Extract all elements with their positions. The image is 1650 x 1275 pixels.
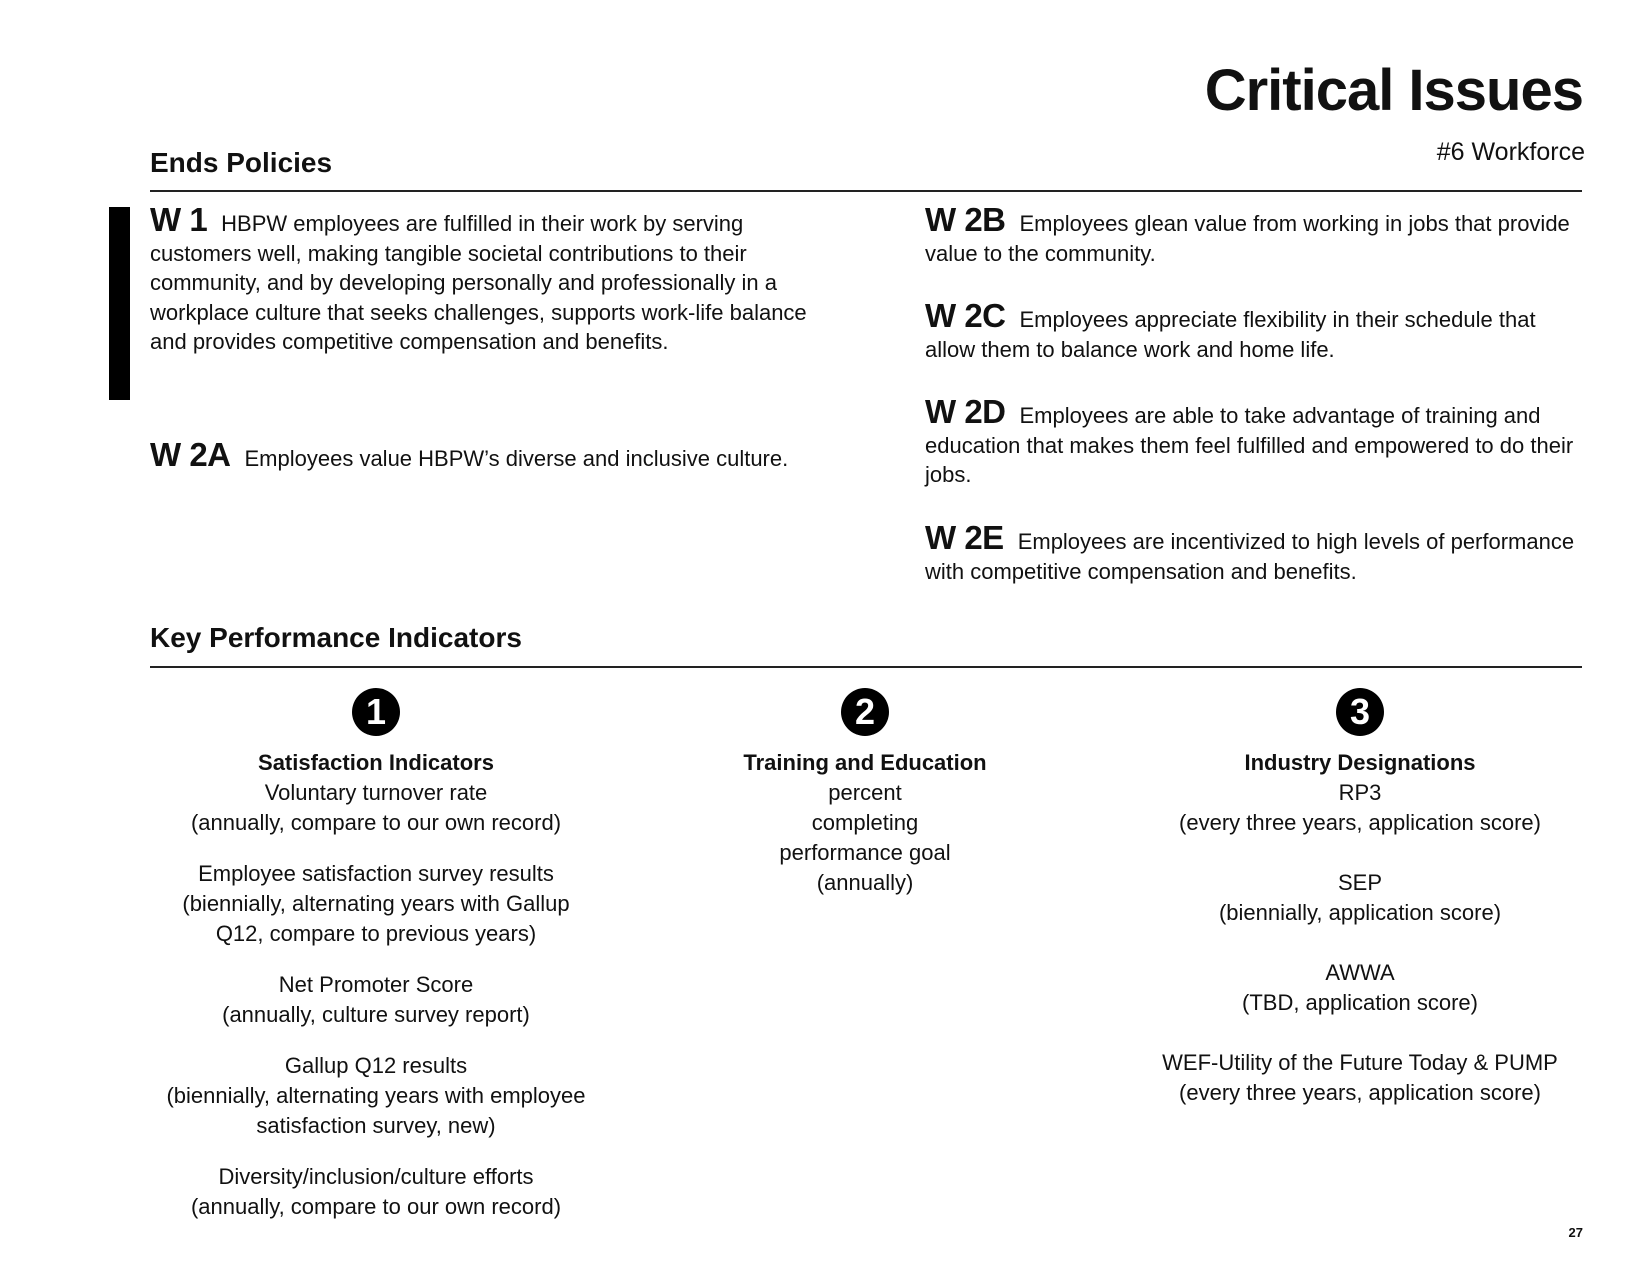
kpi-column-title: Industry Designations (1244, 750, 1476, 775)
policy-w2a (150, 436, 790, 474)
kpi-item-line: completing (811, 810, 919, 835)
policy-text: Employees are able to take advantage of training and education that makes them feel fulfilled and empowered to do their jobs. (925, 403, 1574, 487)
kpi-item-line: (annually) (816, 870, 914, 895)
policy-code: W 2C (925, 297, 1006, 334)
page-subtitle: #6 Workforce (1436, 138, 1585, 166)
policy-text: Employees are incentivized to high levels of performance with competitive compensation and benefits. (925, 529, 1575, 584)
kpi-item (700, 778, 1030, 898)
kpi-item-line: (TBD, application score) (1242, 990, 1478, 1015)
kpi-item-line: WEF-Utility of the Future Today & PUMP (1162, 1050, 1558, 1075)
policy-code: W 2D (925, 393, 1006, 430)
kpi-item-line: percent (828, 780, 902, 805)
kpi-item (146, 970, 606, 1030)
policy-text: Employees glean value from working in jobs that provide value to the community. (925, 211, 1570, 266)
page-title: Critical Issues (1204, 58, 1583, 123)
policy-w2b (925, 201, 1585, 268)
policy-code: W 2A (150, 436, 231, 473)
kpi-item-line: Voluntary turnover rate (264, 780, 488, 805)
accent-bar (109, 207, 130, 400)
kpi-number-badge: 2 (841, 688, 889, 736)
kpi-item-line: (every three years, application score) (1179, 810, 1541, 835)
kpi-item-line: (biennially, application score) (1218, 900, 1502, 925)
kpi-item (146, 1162, 606, 1222)
kpi-item-line: satisfaction survey, new) (256, 1113, 496, 1138)
kpi-item-line: (annually, compare to our own record) (190, 1194, 562, 1219)
kpi-item-line: (every three years, application score) (1179, 1080, 1541, 1105)
policy-code: W 2B (925, 201, 1006, 238)
policy-w1 (150, 201, 810, 357)
page-number: 27 (1568, 1225, 1583, 1240)
kpi-item-line: Diversity/inclusion/culture efforts (218, 1164, 534, 1189)
policy-code: W 1 (150, 201, 208, 238)
ends-policies-divider (150, 190, 1582, 192)
kpi-item (146, 859, 606, 949)
kpi-item-line: (annually, culture survey report) (222, 1002, 530, 1027)
kpi-item-list (1120, 778, 1600, 1108)
kpi-item-line: AWWA (1325, 960, 1395, 985)
ends-policies-heading: Ends Policies (150, 147, 333, 178)
kpi-heading: Key Performance Indicators (150, 622, 522, 653)
kpi-divider (150, 666, 1582, 668)
kpi-item-line: Employee satisfaction survey results (198, 861, 554, 886)
kpi-number-badge: 1 (352, 688, 400, 736)
kpi-item-line: Q12, compare to previous years) (215, 921, 537, 946)
kpi-item (1120, 958, 1600, 1018)
kpi-item-line: (annually, compare to our own record) (190, 810, 562, 835)
kpi-item-line: (biennially, alternating years with Gallup (182, 891, 570, 916)
kpi-column-title: Training and Education (743, 750, 987, 775)
kpi-item-line: Gallup Q12 results (284, 1053, 468, 1078)
kpi-item (1120, 1048, 1600, 1108)
policy-text: HBPW employees are fulfilled in their work by serving customers well, making tangible societal contributions to their community, and by developing personally and professionally in a workplace culture that seeks challenges, supports work-life balance and provides competitive compensation and benefits. (150, 211, 807, 354)
kpi-item-line: performance goal (779, 840, 951, 865)
policy-text: Employees value HBPW’s diverse and inclusive culture. (244, 446, 789, 471)
kpi-column-industry (1120, 688, 1600, 1108)
kpi-item-list (700, 778, 1030, 898)
kpi-column-satisfaction (146, 688, 606, 1222)
policy-code: W 2E (925, 519, 1004, 556)
kpi-item (1120, 868, 1600, 928)
kpi-item-line: SEP (1337, 870, 1383, 895)
kpi-column-training (700, 688, 1030, 898)
policy-text: Employees appreciate flexibility in their schedule that allow them to balance work and home life. (925, 307, 1536, 362)
kpi-item-line: Net Promoter Score (278, 972, 474, 997)
policy-w2c (925, 297, 1585, 364)
kpi-item-line: RP3 (1338, 780, 1382, 805)
kpi-item (146, 1051, 606, 1141)
kpi-item (1120, 778, 1600, 838)
kpi-item-line: (biennially, alternating years with employee (166, 1083, 586, 1108)
kpi-item-list (146, 778, 606, 1222)
kpi-number-badge: 3 (1336, 688, 1384, 736)
kpi-column-title: Satisfaction Indicators (258, 750, 494, 775)
policy-w2d (925, 393, 1585, 490)
kpi-item (146, 778, 606, 838)
policy-w2e (925, 519, 1585, 586)
